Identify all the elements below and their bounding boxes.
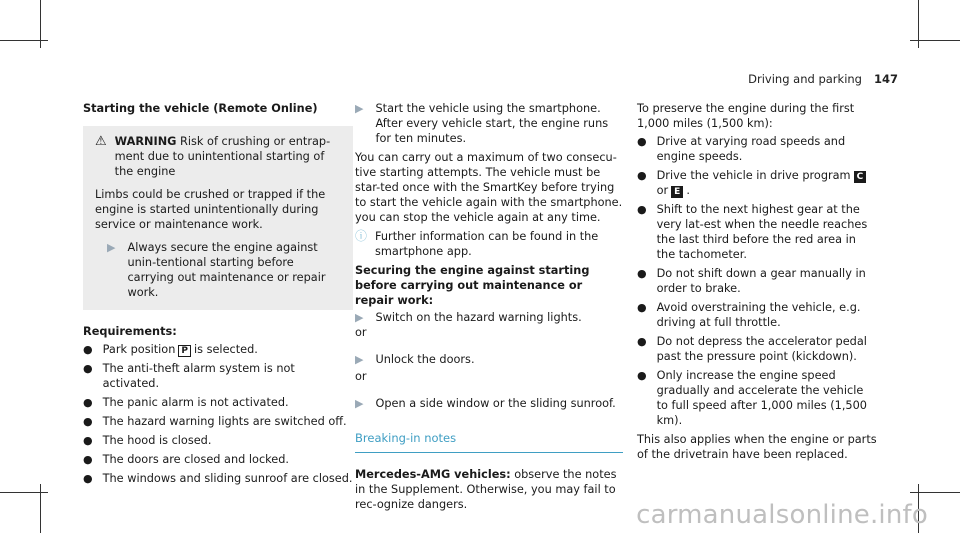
securing-heading: Securing the engine against starting before carrying out maintenance or repair work:: [355, 264, 590, 307]
or-text: or: [355, 370, 367, 383]
list-item: ● Park position P is selected.: [83, 343, 258, 356]
list-item: ● The doors are closed and locked.: [83, 453, 290, 466]
bullet-icon: ●: [637, 301, 647, 314]
crop-mark: [910, 40, 960, 41]
breaking-in-intro: To preserve the engine during the first 1,000 miles (1,500 km):: [637, 102, 855, 130]
list-item: ● The panic alarm is not activated.: [83, 396, 289, 409]
drive-program-c-icon: C: [854, 171, 867, 183]
list-item: ● The anti-theft alarm system is not activated.: [83, 362, 295, 390]
drive-program-e-icon: E: [671, 186, 683, 198]
warning-body: Limbs could be crushed or trapped if the engine is started unintentionally during service or maintenance work.: [95, 188, 326, 231]
note-text: Further information can be found in the smartphone app.: [375, 230, 599, 258]
page-number: 147: [873, 72, 898, 86]
requirements-list: [83, 342, 353, 486]
breaking-in-title: Breaking-in notes: [355, 431, 623, 453]
action-arrow-icon: ▶: [355, 397, 364, 410]
bullet-icon: ●: [83, 396, 93, 409]
list-item: ● Drive at varying road speeds and engine speeds.: [637, 135, 846, 163]
step-open-window: Open a side window or the sliding sunroof.: [375, 397, 616, 410]
crop-mark: [910, 492, 960, 493]
breaking-in-list: [637, 134, 877, 428]
requirements-heading: Requirements:: [83, 325, 177, 338]
watermark-text: carmanualsonline.info: [636, 500, 928, 530]
list-item: ● The windows and sliding sunroof are closed.: [83, 472, 353, 485]
list-item: ● Shift to the next highest gear at the very lat-est when the needle reaches the last third before the red area in the tachometer.: [637, 203, 868, 261]
bullet-icon: ●: [83, 362, 93, 375]
page-header: [748, 72, 898, 86]
paragraph-attempts: You can carry out a maximum of two consecu-tive starting attempts. The vehicle must be star-ted once with the SmartKey before trying to start the vehicle again with the smartphone. you can stop the vehicle again at any time.: [355, 151, 623, 224]
bullet-icon: ●: [83, 343, 93, 356]
bullet-icon: ●: [83, 415, 93, 428]
list-item: ● Drive the vehicle in drive program C or E .: [637, 168, 877, 198]
warning-action: Always secure the engine against unin-tentional starting before carrying out maintenance or repair work.: [127, 241, 326, 299]
amg-paragraph: [355, 467, 623, 512]
park-position-icon: P: [178, 345, 191, 357]
step-unlock-doors: Unlock the doors.: [375, 353, 475, 366]
or-text: or: [355, 326, 367, 339]
list-item: ● The hazard warning lights are switched off.: [83, 415, 347, 428]
step-start-vehicle: Start the vehicle using the smartphone. After every vehicle start, the engine runs for ten minutes.: [375, 102, 609, 145]
bullet-icon: ●: [83, 434, 93, 447]
column-right: [637, 101, 877, 462]
action-arrow-icon: ▶: [355, 102, 364, 115]
column-left: [83, 101, 353, 490]
bullet-icon: ●: [83, 472, 93, 485]
bullet-icon: ●: [637, 267, 647, 280]
step-hazard-lights: Switch on the hazard warning lights.: [375, 311, 582, 324]
bullet-icon: ●: [637, 203, 647, 216]
list-item: ● Do not shift down a gear manually in order to brake.: [637, 267, 866, 295]
crop-mark: [0, 40, 48, 41]
column-middle: [355, 101, 623, 512]
list-item: ● Only increase the engine speed gradually and accelerate the vehicle to full speed after 1,000 miles (1,500 km).: [637, 369, 867, 427]
list-item: ● Do not depress the accelerator pedal past the pressure point (kickdown).: [637, 335, 867, 363]
action-arrow-icon: ▶: [107, 241, 116, 254]
bullet-icon: ●: [637, 169, 647, 182]
info-icon: ⓘ: [355, 229, 368, 243]
section-name: Driving and parking: [748, 72, 862, 86]
amg-label: Mercedes-AMG vehicles:: [355, 468, 511, 481]
action-arrow-icon: ▶: [355, 353, 364, 366]
bullet-icon: ●: [637, 335, 647, 348]
list-item: ● The hood is closed.: [83, 434, 212, 447]
breaking-in-outro: This also applies when the engine or parts of the drivetrain have been replaced.: [637, 433, 877, 461]
bullet-icon: ●: [637, 135, 647, 148]
bullet-icon: ●: [83, 453, 93, 466]
warning-icon: ⚠: [95, 134, 107, 149]
list-item: ● Avoid overstraining the vehicle, e.g. driving at full throttle.: [637, 301, 861, 329]
crop-mark: [0, 492, 48, 493]
action-arrow-icon: ▶: [355, 311, 364, 324]
warning-title: Risk of crushing or entrap-ment due to unintentional starting of the engine: [114, 135, 331, 178]
warning-box: [83, 126, 353, 310]
amg-text: observe the notes in the Supplement. Otherwise, you may fail to rec-ognize dangers.: [355, 468, 617, 511]
bullet-icon: ●: [637, 369, 647, 382]
section-heading: Starting the vehicle (Remote Online): [83, 102, 318, 115]
warning-label: WARNING: [114, 135, 177, 148]
